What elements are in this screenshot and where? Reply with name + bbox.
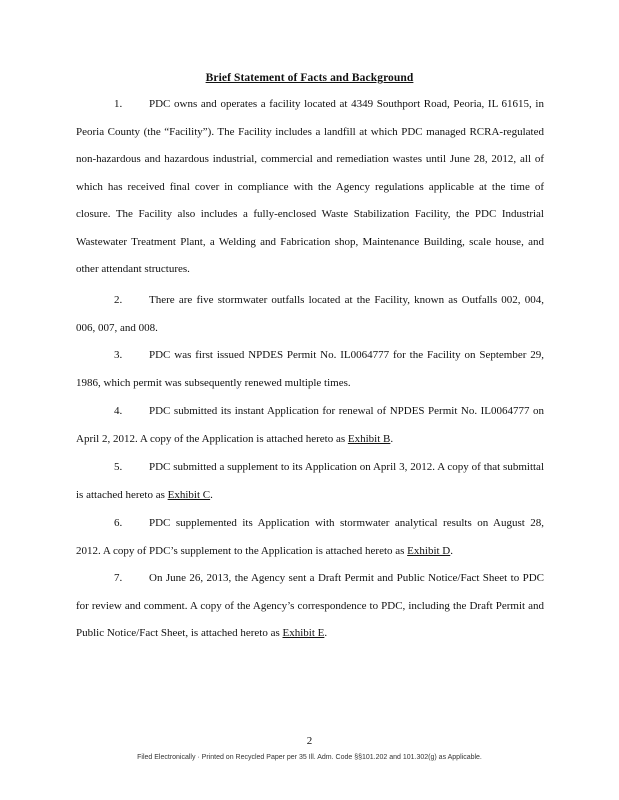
- paragraph-end: .: [324, 627, 328, 639]
- paragraph-3: [76, 342, 544, 397]
- exhibit-e-reference: Exhibit E: [282, 627, 325, 639]
- paragraph-text: PDC submitted a supplement to its Application on April 3, 2012. A copy of that submittal is attached hereto as: [76, 461, 544, 501]
- exhibit-d-reference: Exhibit D: [407, 544, 451, 557]
- paragraph-number: 1.: [114, 98, 123, 110]
- paragraph-text: PDC submitted its instant Application for renewal of NPDES Permit No. IL0064777 on April 2, 2012. A copy of the Application is attached hereto as: [76, 405, 544, 445]
- paragraph-text: On June 26, 2013, the Agency sent a Draft Permit and Public Notice/Fact Sheet to PDC for review and comment. A copy of the Agency’s correspondence to PDC, including the Draft Permit and Public Notice/Fact Sheet, is attached hereto as: [76, 572, 544, 639]
- paragraph-number: 2.: [114, 294, 123, 306]
- page-footer: Filed Electronically · Printed on Recycled Paper per 35 Ill. Adm. Code §§101.202 and 101.302(g) as Applicable.: [137, 754, 482, 761]
- paragraph-end: .: [390, 432, 394, 445]
- paragraph-end: .: [450, 544, 454, 557]
- paragraph-text: PDC was first issued NPDES Permit No. IL0064777 for the Facility on September 29, 1986, which permit was subsequently renewed multiple times.: [76, 349, 544, 389]
- paragraph-5: [76, 454, 544, 509]
- page-number: 2: [306, 735, 313, 747]
- paragraph-number: 6.: [114, 517, 123, 529]
- exhibit-c-reference: Exhibit C: [167, 488, 211, 501]
- paragraph-1: [76, 91, 544, 284]
- paragraph-number: 5.: [114, 461, 123, 473]
- paragraph-7: [76, 565, 544, 648]
- paragraph-6: [76, 510, 544, 565]
- paragraph-text: There are five stormwater outfalls located at the Facility, known as Outfalls 002, 004, 006, 007, and 008.: [76, 294, 544, 334]
- paragraph-text: PDC supplemented its Application with stormwater analytical results on August 28, 2012. A copy of PDC’s supplement to the Application is attached hereto as: [76, 517, 544, 557]
- paragraph-number: 4.: [114, 405, 123, 417]
- paragraph-number: 3.: [114, 349, 123, 361]
- paragraph-2: [76, 287, 544, 342]
- paragraph-4: [76, 398, 544, 453]
- exhibit-b-reference: Exhibit B: [347, 432, 391, 445]
- paragraph-text: PDC owns and operates a facility located at 4349 Southport Road, Peoria, IL 61615, in Peoria County (the “Facility”). The Facility includes a landfill at which PDC managed RCRA-regulated non-hazardous and hazardous industrial, commercial and remediation wastes until June 28, 2012, all of which has received final cover in compliance with the Agency regulations applicable at the time of closure. The Facility also includes a fully-enclosed Waste Stabilization Facility, the PDC Industrial Wastewater Treatment Plant, a Welding and Fabrication shop, Maintenance Building, scale house, and other attendant structures.: [76, 98, 544, 275]
- section-title: Brief Statement of Facts and Background: [205, 72, 414, 84]
- paragraph-number: 7.: [114, 572, 123, 584]
- paragraph-end: .: [210, 488, 213, 501]
